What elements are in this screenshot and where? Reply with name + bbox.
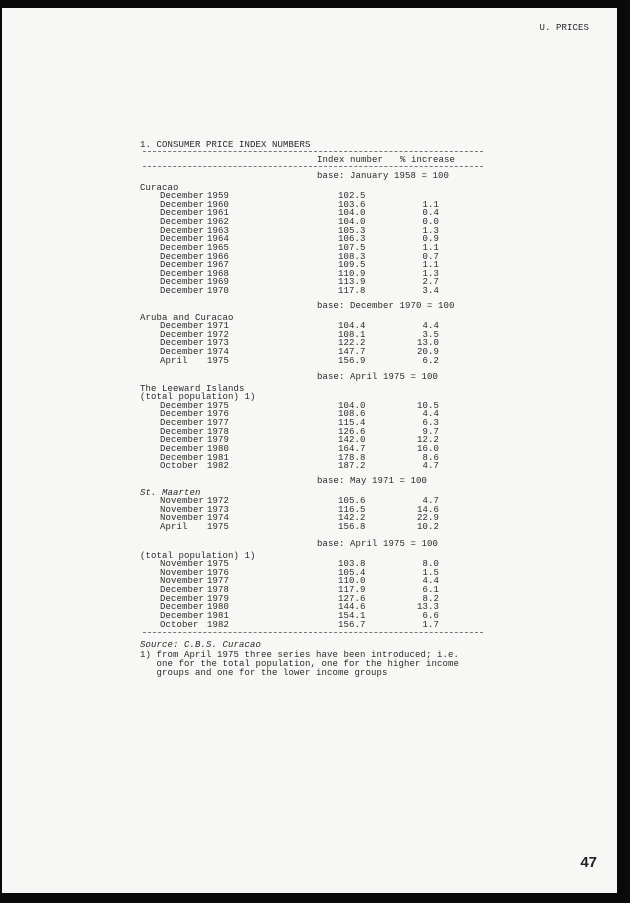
table-row [2,201,617,210]
index-cell: 117.8 [338,286,366,296]
month-cell: November [160,567,205,578]
index-cell: 110.9 [338,268,366,279]
table-row [2,218,617,227]
pct-increase-cell: 9.7 [422,426,439,437]
pct-increase-cell: 6.2 [422,355,439,366]
page-number: 47 [580,854,597,871]
year-cell: 1975 [207,522,230,532]
month-cell: December [160,277,205,288]
year-cell: 1978 [207,426,230,437]
pct-increase-cell: 6.6 [422,610,439,621]
pct-increase-cell: 20.9 [416,347,439,357]
group-label: St. Maarten [140,487,201,498]
group-row [2,385,617,394]
index-cell: 109.5 [338,260,366,271]
table-row [2,462,617,471]
table-row [2,445,617,454]
year-cell: 1968 [207,268,230,279]
table-row [2,577,617,586]
table-row [2,261,617,270]
index-cell: 106.3 [338,234,366,245]
table-row [2,348,617,357]
year-cell: 1970 [207,286,230,296]
base-label: base: April 1975 = 100 [317,372,439,382]
pct-increase-cell: 1.3 [422,225,439,236]
pct-increase-cell: 0.7 [422,251,439,262]
index-cell: 127.6 [338,593,366,604]
table-row [2,192,617,201]
month-cell: December [160,329,205,340]
year-cell: 1975 [207,559,230,570]
pct-increase-cell: 4.7 [422,461,439,472]
pct-increase-cell: 16.0 [416,443,439,454]
index-cell: 122.2 [338,338,366,349]
year-cell: 1973 [207,338,230,349]
year-cell: 1981 [207,610,230,621]
table-row [2,278,617,287]
index-cell: 104.0 [338,400,366,411]
year-cell: 1961 [207,208,230,219]
index-cell: 115.4 [338,418,366,428]
pct-increase-cell: 13.3 [416,602,439,613]
table-row [2,612,617,621]
month-cell: December [160,610,205,621]
month-cell: December [160,435,205,446]
table-title: 1. CONSUMER PRICE INDEX NUMBERS [140,140,311,150]
group-label: The Leeward Islands [140,383,245,394]
index-cell: 108.3 [338,251,366,262]
month-cell: December [160,251,205,262]
month-cell: December [160,286,205,296]
table-row [2,253,617,262]
year-cell: 1982 [207,461,230,472]
column-header-pct: % increase [400,155,456,165]
index-cell: 187.2 [338,461,366,472]
year-cell: 1974 [207,347,230,357]
table-row [2,244,617,253]
month-cell: December [160,225,205,236]
month-cell: November [160,496,205,507]
table-row [2,603,617,612]
year-cell: 1976 [207,567,230,578]
pct-increase-cell: 22.9 [416,513,439,524]
month-cell: December [160,199,205,210]
pct-increase-cell: 10.2 [416,522,439,532]
table-row [2,523,617,532]
base-row [2,540,617,552]
index-cell: 116.5 [338,504,366,515]
year-cell: 1981 [207,452,230,463]
table-row [2,419,617,428]
table-row [2,454,617,463]
pct-increase-cell: 4.7 [422,496,439,507]
base-label: base: December 1970 = 100 [317,301,455,311]
month-cell: December [160,585,205,595]
month-cell: December [160,234,205,245]
index-cell: 105.6 [338,496,366,507]
month-cell: November [160,504,205,515]
table-section [2,172,617,296]
month-cell: December [160,347,205,357]
table-section [2,477,617,532]
base-label: base: January 1958 = 100 [317,171,450,181]
table-row [2,357,617,366]
index-cell: 156.8 [338,522,366,532]
footnote-line: groups and one for the lower income groups [140,668,388,678]
pct-increase-cell: 1.1 [422,260,439,271]
pct-increase-cell: 14.6 [416,504,439,515]
index-cell: 147.7 [338,347,366,357]
table-row [2,621,617,630]
pct-increase-cell: 1.7 [422,619,439,630]
table-row [2,428,617,437]
year-cell: 1979 [207,435,230,446]
month-cell: December [160,418,205,428]
group-row [2,489,617,498]
year-cell: 1979 [207,593,230,604]
pct-increase-cell: 10.5 [416,400,439,411]
pct-increase-cell: 1.1 [422,242,439,253]
month-cell: December [160,338,205,349]
year-cell: 1975 [207,400,230,411]
year-cell: 1972 [207,329,230,340]
year-cell: 1971 [207,321,230,332]
year-cell: 1963 [207,225,230,236]
index-cell: 107.5 [338,242,366,253]
table-section [2,373,617,471]
month-cell: December [160,452,205,463]
index-cell: 126.6 [338,426,366,437]
footnote-line: one for the total population, one for the higher income [140,659,460,669]
rule-header [143,166,483,167]
table-row [2,595,617,604]
pct-increase-cell: 6.1 [422,585,439,595]
pct-increase-cell: 6.3 [422,418,439,428]
index-cell: 110.0 [338,576,366,587]
year-cell: 1966 [207,251,230,262]
month-cell: October [160,461,199,472]
table-row [2,506,617,515]
index-cell: 104.0 [338,208,366,219]
index-cell: 103.8 [338,559,366,570]
table-section [2,540,617,629]
base-row [2,477,617,489]
year-cell: 1978 [207,585,230,595]
year-cell: 1980 [207,443,230,454]
group-label: (total population) 1) [140,392,256,403]
pct-increase-cell: 0.0 [422,217,439,227]
pct-increase-cell: 1.1 [422,199,439,210]
month-cell: December [160,426,205,437]
pct-increase-cell: 4.4 [422,321,439,332]
group-row [2,314,617,323]
pct-increase-cell: 2.7 [422,277,439,288]
month-cell: October [160,619,199,630]
month-cell: April [160,522,188,532]
table-row [2,209,617,218]
month-cell: December [160,409,205,420]
group-row [2,393,617,402]
year-cell: 1965 [207,242,230,253]
year-cell: 1960 [207,199,230,210]
year-cell: 1964 [207,234,230,245]
group-label: Aruba and Curacao [140,312,234,323]
pct-increase-cell: 13.0 [416,338,439,349]
base-label: base: April 1975 = 100 [317,539,439,549]
table-row [2,436,617,445]
index-cell: 104.4 [338,321,366,332]
pct-increase-cell: 1.5 [422,567,439,578]
month-cell: November [160,513,205,524]
month-cell: December [160,191,205,202]
table-row [2,410,617,419]
month-cell: November [160,576,205,587]
month-cell: December [160,321,205,332]
year-cell: 1980 [207,602,230,613]
year-cell: 1975 [207,355,230,366]
running-header: U. PRICES [539,23,589,33]
group-row [2,184,617,193]
pct-increase-cell: 8.6 [422,452,439,463]
index-cell: 142.2 [338,513,366,524]
table-row [2,331,617,340]
table-row [2,569,617,578]
month-cell: April [160,355,188,366]
index-cell: 156.7 [338,619,366,630]
year-cell: 1974 [207,513,230,524]
month-cell: December [160,208,205,219]
year-cell: 1967 [207,260,230,271]
pct-increase-cell: 8.2 [422,593,439,604]
pct-increase-cell: 4.4 [422,576,439,587]
pct-increase-cell: 12.2 [416,435,439,446]
pct-increase-cell: 0.4 [422,208,439,219]
index-cell: 105.3 [338,225,366,236]
year-cell: 1962 [207,217,230,227]
table-row [2,497,617,506]
index-cell: 142.0 [338,435,366,446]
index-cell: 104.0 [338,217,366,227]
index-cell: 154.1 [338,610,366,621]
column-header-index: Index number [317,155,384,165]
month-cell: December [160,242,205,253]
index-cell: 108.1 [338,329,366,340]
year-cell: 1969 [207,277,230,288]
table-row [2,227,617,236]
month-cell: December [160,400,205,411]
base-row [2,172,617,184]
base-row [2,302,617,314]
year-cell: 1959 [207,191,230,202]
index-cell: 108.6 [338,409,366,420]
month-cell: December [160,260,205,271]
year-cell: 1972 [207,496,230,507]
month-cell: December [160,268,205,279]
index-cell: 178.8 [338,452,366,463]
group-row [2,552,617,561]
table-row [2,514,617,523]
year-cell: 1982 [207,619,230,630]
base-row [2,373,617,385]
table-section [2,302,617,365]
index-cell: 164.7 [338,443,366,454]
source-note: Source: C.B.S. Curacao [140,640,262,650]
rule-top [143,151,483,152]
month-cell: December [160,217,205,227]
pct-increase-cell: 3.4 [422,286,439,296]
table-row [2,322,617,331]
footnote-line: 1) from April 1975 three series have been introduced; i.e. [140,650,460,660]
table-row [2,235,617,244]
table-row [2,287,617,296]
pct-increase-cell: 8.0 [422,559,439,570]
base-label: base: May 1971 = 100 [317,476,428,486]
index-cell: 156.9 [338,355,366,366]
rule-bottom [143,632,483,633]
year-cell: 1977 [207,576,230,587]
index-cell: 117.9 [338,585,366,595]
table-row [2,270,617,279]
index-cell: 105.4 [338,567,366,578]
year-cell: 1973 [207,504,230,515]
pct-increase-cell: 0.9 [422,234,439,245]
table-row [2,586,617,595]
month-cell: December [160,602,205,613]
pct-increase-cell: 1.3 [422,268,439,279]
month-cell: December [160,593,205,604]
month-cell: December [160,443,205,454]
index-cell: 103.6 [338,199,366,210]
table-row [2,402,617,411]
index-cell: 144.6 [338,602,366,613]
pct-increase-cell: 4.4 [422,409,439,420]
index-cell: 102.5 [338,191,366,202]
table-row [2,560,617,569]
group-label: (total population) 1) [140,550,256,561]
pct-increase-cell: 3.5 [422,329,439,340]
index-cell: 113.9 [338,277,366,288]
year-cell: 1977 [207,418,230,428]
document-page [2,8,617,893]
year-cell: 1976 [207,409,230,420]
table-row [2,339,617,348]
month-cell: November [160,559,205,570]
group-label: Curacao [140,182,179,193]
